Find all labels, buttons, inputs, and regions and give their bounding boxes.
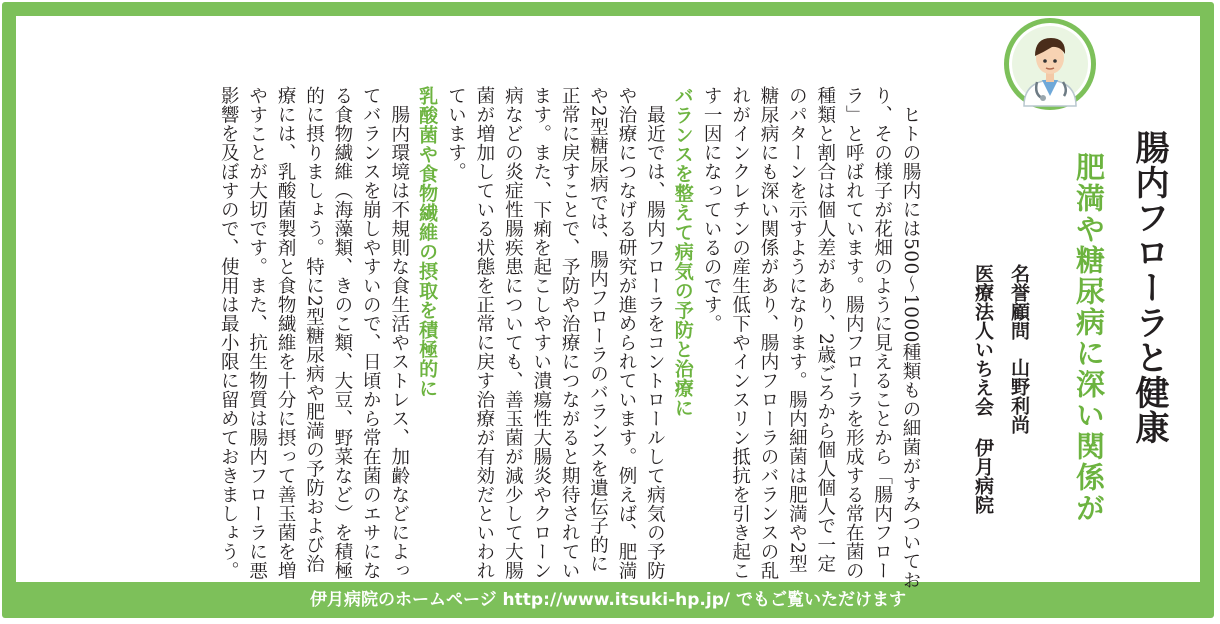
byline-author — [1004, 264, 1034, 434]
article-subtitle: 肥満や糖尿病に深い関係が — [1072, 152, 1106, 524]
byline-organization — [968, 264, 998, 514]
article-body — [44, 86, 924, 591]
article-paragraph-1: ヒトの腸内には500〜1000種類もの細菌がすみついており、その様子が花畑のように見えることから「腸内フローラ」と呼ばれています。腸内フローラを形成する常在菌の種類と割合は個人差があり、2歳ごろから個人個人で一定のパターンを示すようになります。腸内細菌は肥満や2型糖尿病にも深い関係があり、腸内フローラのバランスの乱れがインクレチンの産生低下やインスリン抵抗を引き起こす一因になっているのです。 — [701, 86, 921, 590]
category-badge-line2: 生活 — [1116, 65, 1178, 101]
category-badge — [1102, 16, 1192, 116]
article-title: 腸内フローラと健康 — [1129, 130, 1169, 445]
section-heading-1: バランスを整えて病気の予防と治療に — [671, 86, 694, 418]
author-byline — [964, 264, 1034, 584]
article-paragraph-3: 腸内環境は不規則な食生活やストレス、加齢などによってバランスを崩しやすいので、日頃から常在菌のエサになる食物繊維（海藻類、きのこ類、大豆、野菜など）を積極的に摂りましょう。特に2型糖尿病や肥満の予防および治療には、乳酸菌製剤と食物繊維を十分に摂って善玉菌を増やすことが大切です。また、抗生物質は腸内フローラに悪影響を及ぼすので、使用は最小限に留めておきましょう。 — [218, 86, 410, 580]
category-badge-line1: 健康 — [1116, 27, 1178, 63]
byline-hospital: 伊月病院 — [972, 438, 994, 514]
byline-name: 山野利尚 — [1008, 358, 1030, 434]
section-heading-2: 乳酸菌や食物繊維の摂取を積極的に — [416, 86, 439, 398]
doctor-avatar-icon — [1002, 16, 1098, 112]
byline-org: 医療法人いちえ会 — [972, 264, 994, 416]
byline-role: 名誉顧問 — [1008, 264, 1030, 340]
footer-link-text[interactable]: 伊月病院のホームページ http://www.itsuki-hp.jp/ でもご覧いただけます — [309, 590, 907, 610]
article-paragraph-2: 最近では、腸内フローラをコントロールして病気の予防や治療につなげる研究が進められています。例えば、肥満や2型糖尿病では、腸内フローラのバランスを遺伝子的に正常に戻すことで、予防や治療につながると期待されています。また、下痢を起こしやすい潰瘍性大腸炎やクローン病などの炎症性腸疾患についても、善玉菌が減少して大腸菌が増加している状態を正常に戻す治療が有効だといわれています。 — [445, 86, 666, 580]
article-frame — [2, 2, 1214, 618]
